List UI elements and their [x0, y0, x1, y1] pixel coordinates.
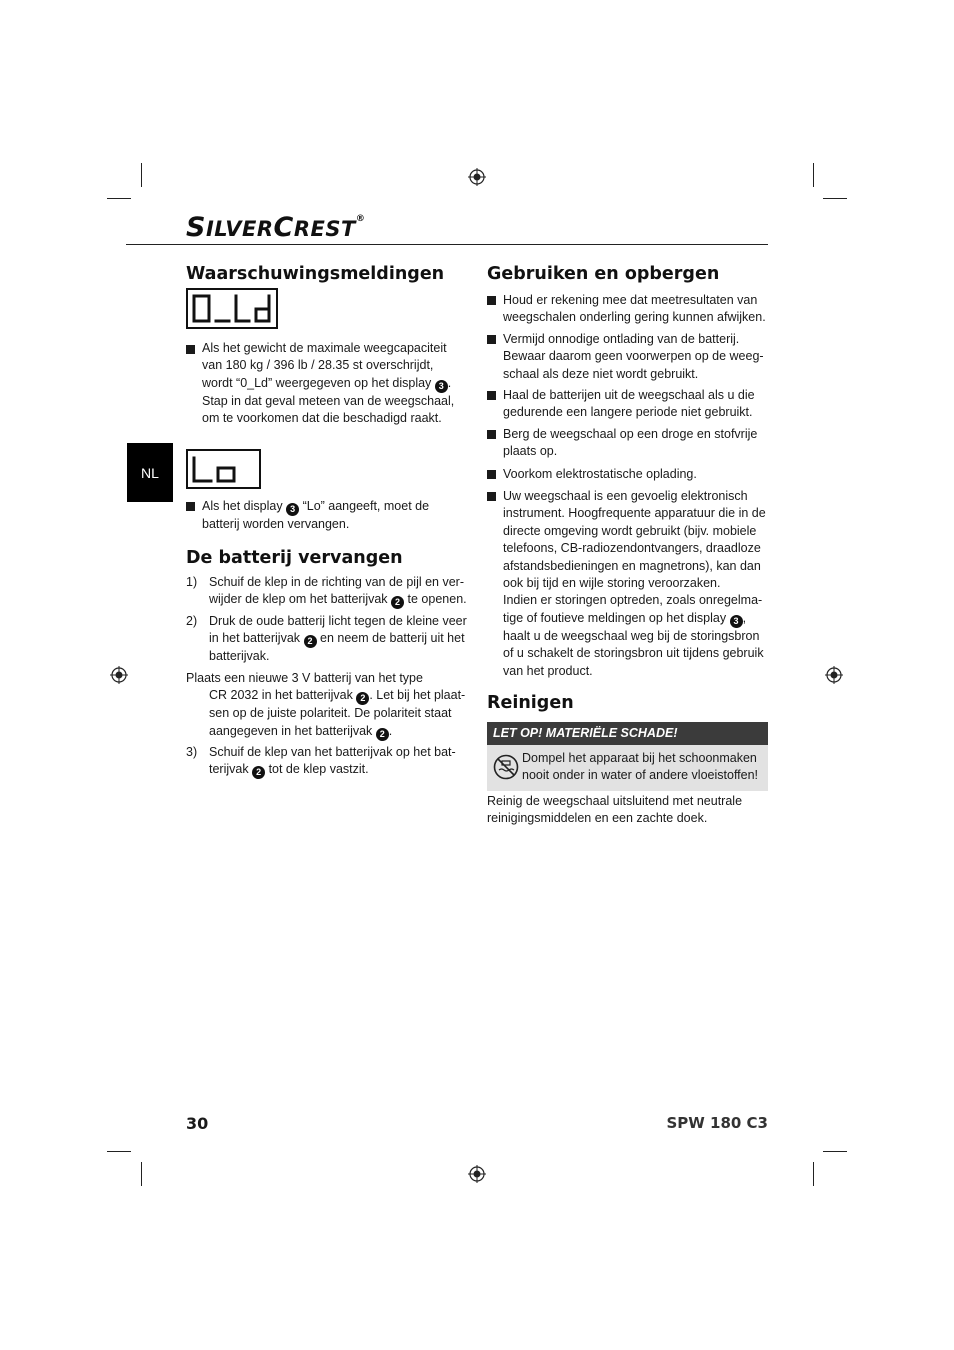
ref-compartment-badge: 2	[376, 728, 389, 741]
lcd-overload-display	[186, 288, 278, 329]
bullet-square	[487, 470, 496, 479]
step-2-text: Druk de oude batterij licht tegen de kleine veer in het batterijvak 2 en neem de batterij uit het batterijvak.	[209, 614, 467, 664]
step-1-text: Schuif de klep in de richting van de pijl en ver- wijder de klep om het batterijvak 2 te openen.	[209, 575, 467, 608]
warning-label: LET OP! MATERIËLE SCHADE!	[487, 722, 768, 745]
step-number: 3)	[186, 745, 198, 759]
insert-battery-text: Plaats een nieuwe 3 V batterij van het type CR 2032 in het batterijvak 2 . Let bij het plaat- sen op de juiste polariteit. De polariteit staat aangegeven in het batterijvak 2 .	[186, 671, 466, 739]
bullet-square	[487, 492, 496, 501]
model-number: SPW 180 C3	[666, 1114, 768, 1132]
cleaning-heading: Reinigen	[487, 693, 574, 713]
cleaning-text: Reinig de weegschaal uitsluitend met neutrale reinigingsmiddelen en een zachte doek.	[487, 794, 743, 826]
lcd-overload-glyphs	[188, 290, 276, 327]
lcd-low-glyphs	[188, 451, 259, 487]
ref-compartment-badge: 2	[304, 635, 317, 648]
registration-mark-icon	[110, 666, 128, 684]
warning-body	[487, 745, 768, 791]
ref-compartment-badge: 2	[252, 766, 265, 779]
use-bullet-2: Vermijd onnodige ontlading van de batterij. Bewaar daarom geen voorwerpen op de weeg- schaal als deze niet wordt gebruikt.	[503, 332, 764, 381]
use-bullet-5: Voorkom elektrostatische oplading.	[503, 467, 697, 481]
use-storage-heading: Gebruiken en opbergen	[487, 264, 720, 284]
bullet-square	[487, 391, 496, 400]
overload-text: Als het gewicht de maximale weegcapaciteit van 180 kg / 396 lb / 28.35 st overschrijdt, wordt “0_Ld” weergegeven op het display 3 . Stap in dat geval meteen van de weegschaal, om te voorkomen dat die beschadigd raakt.	[202, 341, 455, 426]
step-number: 1)	[186, 575, 198, 589]
registration-mark-icon	[468, 168, 486, 186]
registration-mark-icon	[825, 666, 843, 684]
registration-mark-icon	[468, 1165, 486, 1183]
page-number: 30	[186, 1114, 209, 1133]
language-tab: NL	[127, 443, 173, 502]
ref-display-badge: 3	[286, 503, 299, 516]
brand-logo: SILVERCREST®	[186, 212, 366, 243]
use-bullet-4: Berg de weegschaal op een droge en stofvrije plaats op.	[503, 427, 758, 459]
ref-compartment-badge: 2	[391, 596, 404, 609]
bullet-square	[487, 335, 496, 344]
warnings-heading: Waarschuwingsmeldingen	[186, 264, 445, 284]
step-3-text: Schuif de klep van het batterijvak op het bat- terijvak 2 tot de klep vastzit.	[209, 745, 456, 778]
low-battery-text: Als het display 3 “Lo” aangeeft, moet de batterij worden vervangen.	[202, 499, 430, 531]
lcd-low-battery-display	[186, 449, 261, 489]
use-bullet-3: Haal de batterijen uit de weegschaal als u die gedurende een langere periode niet gebruikt.	[503, 388, 755, 420]
bullet-square	[186, 502, 195, 511]
ref-display-badge: 3	[435, 380, 448, 393]
battery-heading: De batterij vervangen	[186, 548, 403, 568]
bullet-square	[487, 430, 496, 439]
bullet-square	[186, 345, 195, 354]
bullet-square	[487, 296, 496, 305]
warning-text: Dompel het apparaat bij het schoonmaken nooit onder in water of andere vloeistoffen!	[522, 751, 759, 783]
ref-compartment-badge: 2	[356, 692, 369, 705]
header-rule	[126, 244, 768, 245]
use-bullet-6: Uw weegschaal is een gevoelig elektronisch instrument. Hoogfrequente apparatuur die in de directe omgeving wordt gebruikt (bijv. mobiele telefoons, CB-radiozendontvangers, draadloze afstandsbedieningen en magnetrons), kan dan ook bij tijd en wijle storing veroorzaken. Indien er storingen optreden, zoals onregelma- tige of foutieve meldingen op het display 3 , haalt u de weegschaal weg bij de storingsbron of u schakelt de storingsbron uit tijdens gebruik van het product.	[503, 489, 766, 678]
ref-display-badge: 3	[730, 615, 743, 628]
step-number: 2)	[186, 614, 198, 628]
use-bullet-1: Houd er rekening mee dat meetresultaten van weegschalen onderling gering kunnen afwijken.	[503, 293, 766, 325]
no-water-icon	[493, 754, 519, 780]
